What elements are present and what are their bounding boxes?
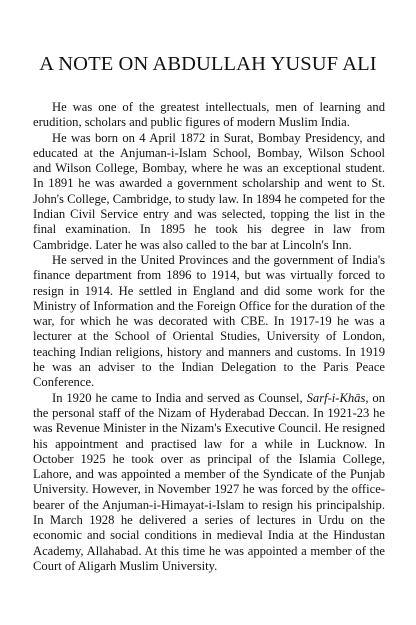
page-title: A NOTE ON ABDULLAH YUSUF ALI (39, 53, 377, 75)
paragraph-later-career-rest: , on the personal staff of the Nizam of Hyderabad Deccan. In 1921-23 he was Revenue Minister in the Nizam's Executive Council. He resigned his appointment and practised law for a while in Lucknow. In October 1925 he took over as principal of the Islamia College, Lahore, and was appointed a member of the Syndicate of the Punjab University. However, in November 1927 he was forced by the office-bearer of the Anjuman-i-Himayat-i-Islam to resign his principalship. In March 1928 he delivered a series of lectures in Urdu on the economic and social conditions in medieval India at the Hindustan Academy, Allahabad. At this time he was appointed a member of the Court of Aligarh Muslim University. (33, 390, 385, 573)
paragraph-later-career-start: In 1920 he came to India and served as Counsel, (52, 390, 307, 405)
paragraph-career: He served in the United Provinces and the government of India's finance department from 1896 to 1914, but was virtually forced to resign in 1914. He settled in England and did some work for the Ministry of Information and the Foreign Office for the duration of the war, for which he was decorated with CBE. In 1917-19 he was a lecturer at the School of Oriental Studies, University of London, teaching Indian religions, history and manners and customs. In 1919 he was an adviser to the Indian Delegation to the Paris Peace Conference. (33, 252, 385, 390)
paragraph-intro: He was one of the greatest intellectuals, men of learning and erudition, scholars and public figures of modern Muslim India. (33, 100, 385, 130)
body-text (33, 100, 385, 574)
paragraph-later-career (33, 391, 385, 575)
italic-title-sarf-i-khas: Sarf-i-Khās (306, 390, 366, 405)
paragraph-early-life: He was born on 4 April 1872 in Surat, Bombay Presidency, and educated at the Anjuman-i-Islam School, Bombay, Wilson School and Wilson College, Bombay, where he was an exceptional student. In 1891 he was awarded a government scholarship and went to St. John's College, Cambridge, to study law. In 1894 he competed for the Indian Civil Service entry and was selected, topping the list in the final examination. In 1895 he took his degree in law from Cambridge. Later he was also called to the bar at Lincoln's Inn. (33, 130, 385, 252)
